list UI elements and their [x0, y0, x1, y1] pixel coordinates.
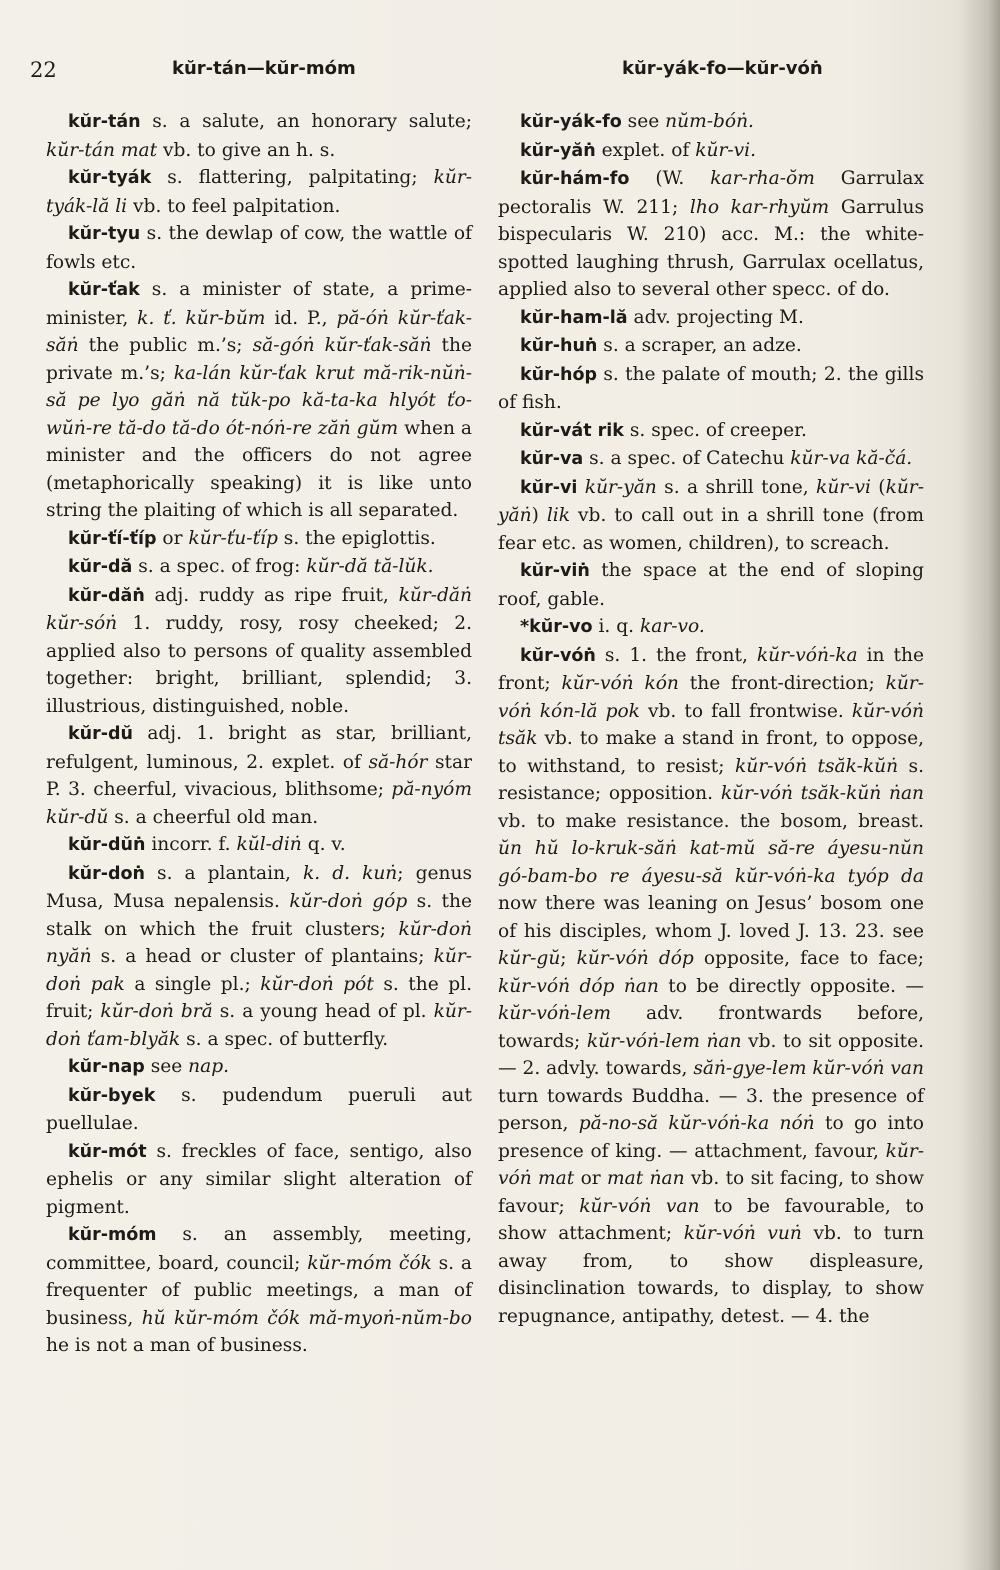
- dictionary-entry: [498, 445, 924, 474]
- entry-text: s. a minister of state, a prime-minister,: [46, 279, 472, 329]
- entry-headword: *kŭr-vo: [520, 617, 593, 637]
- dictionary-entry: [46, 553, 472, 582]
- entry-headword: kŭr-ham-lă: [520, 307, 628, 328]
- entry-text: vb. to sit facing, to show favour;: [498, 1168, 925, 1217]
- entry-italic-text: kŭr-doṅ pót: [260, 973, 374, 995]
- left-column: [46, 108, 472, 1360]
- entry-headword: kŭr-viṅ: [520, 561, 590, 581]
- entry-text: s. a spec. of butterfly.: [180, 1028, 389, 1050]
- entry-text: or: [574, 1168, 607, 1189]
- entry-text: when a minister and the officers do not agree (metaphorically speaking) it is like unto string the plaiting of which is all separated.: [46, 417, 472, 521]
- entry-text: Garrulus bispecularis W. 210) acc. M.: the white-spotted laughing thrush, Garrulax ocellatus, applied also to several other specc. of do.: [498, 196, 924, 300]
- entry-italic-text: kŭr-vi: [816, 476, 871, 498]
- dictionary-entry: [46, 1221, 472, 1360]
- entry-text: vb. to turn away from, to show displeasure, disinclination towards, to display, to show repugnance, antipathy, detest. — 4. the: [498, 1223, 924, 1327]
- entry-text: see: [144, 1056, 189, 1077]
- dictionary-entry: [46, 582, 472, 721]
- entry-text: ; genus Musa, Musa nepalensis.: [46, 862, 472, 912]
- entry-text: (W.: [629, 168, 711, 189]
- entry-text: s. the stalk on which the fruit clusters;: [46, 891, 472, 940]
- entry-text: to be directly opposite. —: [658, 975, 924, 997]
- entry-text: vb. to give an h. s.: [157, 139, 336, 161]
- entry-italic-text: kŭr-vóṅ dóp ṅan: [498, 975, 659, 997]
- entry-text: s. a spec. of Catechu: [583, 448, 791, 469]
- entry-text: s. flattering, palpitating;: [151, 167, 434, 188]
- entry-headword: kŭr-yák-fo: [520, 112, 622, 132]
- entry-headword: kŭr-dŭ: [68, 724, 133, 744]
- entry-text: s. a salute, an honorary salute;: [140, 111, 472, 132]
- entry-italic-text: kŭr-tyák-lă li: [46, 167, 472, 217]
- entry-text: s. the pl. fruit;: [46, 973, 472, 1022]
- entry-italic-text: kŭr-vóṅ tsăk-kŭṅ ṅan: [720, 783, 924, 804]
- entry-italic-text: hŭ kŭr-móm čók mă-myoṅ-nŭm-bo: [141, 1307, 472, 1329]
- entry-italic-text: kŭr-gŭ: [498, 948, 561, 969]
- entry-italic-text: kŭr-vi.: [695, 139, 756, 161]
- entry-text: s. the epiglottis.: [277, 527, 436, 549]
- entry-text: s. pudendum pueruli aut puellulae.: [46, 1084, 472, 1134]
- entry-italic-text: kŭr-vóṅ kón-lă pok: [498, 673, 925, 722]
- entry-italic-text: kŭr-ťu-ťíp: [188, 527, 278, 549]
- entry-italic-text: kŭr-dăṅ kŭr-sóṅ: [46, 584, 472, 634]
- entry-headword: kŭr-móm: [68, 1225, 157, 1245]
- entry-text: vb. to sit opposite. — 2. advly. towards,: [498, 1030, 924, 1079]
- entry-text: ;: [560, 948, 577, 969]
- entry-text: star P. 3. cheerful, vivacious, blithsome;: [46, 751, 472, 800]
- entry-italic-text: kar-vo.: [639, 616, 705, 637]
- entry-text: now there was leaning on Jesus’ bosom one of his disciples, whom J. loved J. 13. 23. see: [498, 893, 924, 942]
- dictionary-entry: [498, 137, 924, 166]
- entry-headword: kŭr-mót: [68, 1141, 147, 1162]
- dictionary-entry: [498, 613, 924, 642]
- entry-text: 1. ruddy, rosy, rosy cheeked; 2. applied also to persons of quality assembled together: bright, brilliant, splendid; 3. illustrious, distinguished, noble.: [46, 613, 472, 717]
- dictionary-entry: [46, 860, 472, 1054]
- dictionary-entry: [46, 164, 472, 220]
- entry-text: opposite, face to face;: [693, 948, 924, 969]
- entry-text: vb. to fall frontwise.: [639, 700, 852, 722]
- entry-italic-text: kŭr-vóṅ-ka: [756, 644, 858, 666]
- dictionary-entry: [498, 165, 924, 304]
- entry-text: a single pl.;: [124, 973, 261, 995]
- dictionary-entry: [498, 108, 924, 137]
- entry-text: vb. to make resistance. the bosom, breast.: [498, 810, 924, 832]
- entry-text: s. a head or cluster of plantains;: [91, 946, 434, 967]
- entry-italic-text: kŭl-diṅ: [236, 834, 302, 855]
- entry-text: s. a frequenter of public meetings, a man of business,: [46, 1252, 473, 1329]
- entry-italic-text: nap.: [188, 1056, 230, 1077]
- entry-italic-text: kŭr-doṅ ťam-blyăk: [46, 1001, 473, 1050]
- entry-italic-text: nŭm-bóṅ.: [665, 111, 754, 132]
- dictionary-entry: [46, 1138, 472, 1222]
- right-running-title: kŭr-yák-fo—kŭr-vóṅ: [622, 58, 823, 79]
- entry-italic-text: pă-óṅ kŭr-ťak-săṅ: [46, 307, 472, 356]
- dictionary-entry: [498, 361, 924, 417]
- entry-text: ): [531, 505, 547, 526]
- entry-italic-text: să-góṅ kŭr-ťak-săṅ: [252, 335, 432, 356]
- entry-italic-text: kŭr-vóṅ kón: [561, 673, 679, 694]
- entry-italic-text: ŭn hŭ lo-kruk-săṅ kat-mŭ să-re áyesu-nŭn gó-bam-bo re áyesu-să kŭr-vóṅ-ka tyóp da: [498, 838, 924, 887]
- entry-italic-text: lho kar-rhyŭm: [689, 196, 830, 218]
- entry-text: incorr. f.: [145, 834, 237, 855]
- dictionary-entry: [498, 304, 924, 333]
- entry-headword: kŭr-doṅ: [68, 863, 145, 884]
- entry-text: vb. to call out in a shrill tone (from fear etc. as women, children), to screach.: [498, 505, 924, 554]
- entry-headword: kŭr-dŭṅ: [68, 835, 146, 855]
- right-column: [498, 108, 924, 1330]
- entry-text: the front-direction;: [678, 673, 886, 694]
- entry-text: s. freckles of face, sentigo, also ephelis or any similar slight alteration of pigment.: [46, 1140, 472, 1218]
- entry-text: s. a cheerful old man.: [108, 806, 319, 828]
- entry-text: [577, 477, 584, 498]
- entry-text: the private m.’s;: [46, 335, 472, 384]
- entry-text: id. P.,: [265, 307, 337, 329]
- entry-italic-text: kŭr-vóṅ-lem ṅan: [586, 1030, 742, 1052]
- entry-text: s. spec. of creeper.: [623, 419, 807, 441]
- entry-text: vb. to make a stand in front, to oppose, to withstand, to resist;: [498, 728, 924, 777]
- dictionary-entry: [498, 332, 924, 361]
- dictionary-entry: [46, 276, 472, 525]
- dictionary-entry: [46, 525, 472, 554]
- entry-italic-text: kŭr-doṅ góp: [289, 891, 408, 912]
- entry-text: explet. of: [595, 139, 696, 161]
- entry-headword: kŭr-tyák: [68, 168, 152, 188]
- entry-text: see: [621, 111, 666, 132]
- entry-headword: kŭr-byek: [68, 1085, 156, 1106]
- entry-text: or: [156, 527, 189, 549]
- page-number: 22: [30, 58, 57, 82]
- entry-headword: kŭr-tyu: [68, 224, 141, 244]
- entry-headword: kŭr-vi: [520, 477, 578, 498]
- page-edge-shadow: [960, 0, 1000, 1570]
- dictionary-entry: [498, 642, 924, 1331]
- entry-text: adj. ruddy as ripe fruit,: [144, 584, 399, 606]
- entry-text: s. the palate of mouth; 2. the gills of fish.: [498, 363, 924, 413]
- entry-italic-text: să-hór: [368, 751, 428, 773]
- entry-headword: kŭr-vát rik: [520, 420, 624, 441]
- entry-italic-text: săṅ-gye-lem kŭr-vóṅ van: [693, 1058, 924, 1079]
- entry-headword: kŭr-hóp: [520, 364, 597, 385]
- left-running-title: kŭr-tán—kŭr-móm: [172, 58, 356, 79]
- entry-text: (: [870, 476, 886, 498]
- entry-text: to be favourable, to show attachment;: [498, 1195, 924, 1244]
- entry-italic-text: kŭr-vóṅ tsăk: [498, 700, 924, 749]
- entry-italic-text: kŭr-doṅ bră: [100, 1001, 213, 1022]
- entry-text: s. a scraper, an adze.: [597, 335, 802, 356]
- running-header: [0, 58, 1000, 88]
- entry-italic-text: pă-no-să kŭr-vóṅ-ka nóṅ: [578, 1113, 815, 1134]
- entry-text: the public m.’s;: [78, 335, 253, 356]
- entry-italic-text: kŭr-yăn: [584, 476, 657, 498]
- entry-text: s. an assembly, meeting, committee, board, council;: [46, 1224, 472, 1274]
- entry-text: s. 1. the front,: [595, 644, 757, 666]
- entry-text: adj. 1. bright as star, brilliant, refulgent, luminous, 2. explet. of: [46, 723, 472, 773]
- dictionary-entry: [498, 474, 924, 558]
- entry-headword: kŭr-vóṅ: [520, 645, 596, 666]
- entry-headword: kŭr-nap: [68, 1057, 145, 1077]
- entry-text: s. a young head of pl.: [212, 1001, 434, 1022]
- entry-text: i. q.: [592, 616, 640, 637]
- dictionary-entry: [46, 831, 472, 860]
- entry-text: s. a shrill tone,: [656, 476, 817, 498]
- entry-italic-text: kŭr-vóṅ mat: [498, 1140, 924, 1189]
- entry-text: vb. to feel palpitation.: [127, 195, 341, 217]
- entry-italic-text: kŭr-vóṅ-lem: [498, 1003, 611, 1024]
- entry-text: turn towards Buddha. — 3. the presence of person,: [498, 1085, 924, 1134]
- entry-italic-text: k. d. kuṅ: [303, 862, 398, 884]
- entry-text: s. the dewlap of cow, the wattle of fowls etc.: [46, 223, 472, 273]
- dictionary-entry: [46, 108, 472, 164]
- entry-italic-text: kŭr-va kă-čá.: [790, 448, 913, 469]
- entry-headword: kŭr-dăṅ: [68, 585, 145, 606]
- entry-text: s. resistance; opposition.: [498, 755, 924, 804]
- entry-italic-text: lik: [546, 505, 571, 526]
- entry-italic-text: kŭr-doṅ pak: [46, 946, 472, 995]
- entry-italic-text: kŭr-móm čók: [307, 1252, 432, 1274]
- entry-text: in the front;: [498, 644, 924, 694]
- entry-headword: kŭr-va: [520, 449, 584, 469]
- entry-italic-text: kŭr-yăṅ: [498, 476, 924, 526]
- dictionary-entry: [46, 220, 472, 276]
- entry-headword: kŭr-ťí-ťíp: [68, 528, 157, 549]
- dictionary-entry: [46, 720, 472, 831]
- entry-italic-text: kar-rha-ŏm: [710, 168, 815, 189]
- entry-italic-text: k. ť. kŭr-bŭm: [137, 307, 266, 329]
- entry-italic-text: kŭr-tán mat: [46, 139, 158, 161]
- entry-italic-text: kŭr-doṅ nyăṅ: [46, 918, 472, 967]
- entry-headword: kŭr-ťak: [68, 280, 140, 300]
- entry-italic-text: kŭr-vóṅ dóp: [576, 948, 694, 969]
- entry-italic-text: pă-nyóm kŭr-dŭ: [46, 779, 472, 828]
- entry-italic-text: kŭr-vóṅ tsăk-kŭṅ: [735, 755, 899, 777]
- entry-text: adv. projecting M.: [627, 306, 804, 328]
- dictionary-entry: [498, 417, 924, 446]
- dictionary-entry: [46, 1053, 472, 1082]
- entry-italic-text: kŭr-dă tă-lŭk.: [306, 556, 434, 577]
- entry-italic-text: mat ṅan: [607, 1168, 685, 1189]
- entry-text: q. v.: [301, 834, 346, 855]
- entry-text: the space at the end of sloping roof, gable.: [498, 560, 924, 610]
- dictionary-entry: [498, 557, 924, 613]
- entry-text: to go into presence of king. — attachment, favour,: [498, 1113, 924, 1162]
- entry-headword: kŭr-hám-fo: [520, 169, 630, 189]
- entry-headword: kŭr-huṅ: [520, 336, 598, 356]
- entry-headword: kŭr-tán: [68, 112, 141, 132]
- dictionary-entry: [46, 1082, 472, 1138]
- entry-text: he is not a man of business.: [46, 1335, 308, 1356]
- entry-italic-text: kŭr-vóṅ vuṅ: [683, 1223, 802, 1244]
- entry-text: adv. frontwards before, towards;: [498, 1003, 924, 1052]
- entry-text: s. a plantain,: [145, 862, 303, 884]
- entry-italic-text: ka-lán kŭr-ťak krut mă-rik-nŭṅ-să pe lyo găṅ nă tŭk-po kă-ta-ka hlyót ťo-wŭṅ-re tă-do tă-do ót-nóṅ-re zăṅ gŭm: [46, 362, 472, 439]
- entry-headword: kŭr-dă: [68, 557, 133, 577]
- entry-text: s. a spec. of frog:: [132, 556, 307, 577]
- entry-headword: kŭr-yăṅ: [520, 140, 596, 161]
- entry-italic-text: kŭr-vóṅ van: [579, 1195, 700, 1217]
- entry-text: Garrulax pectoralis W. 211;: [498, 168, 924, 218]
